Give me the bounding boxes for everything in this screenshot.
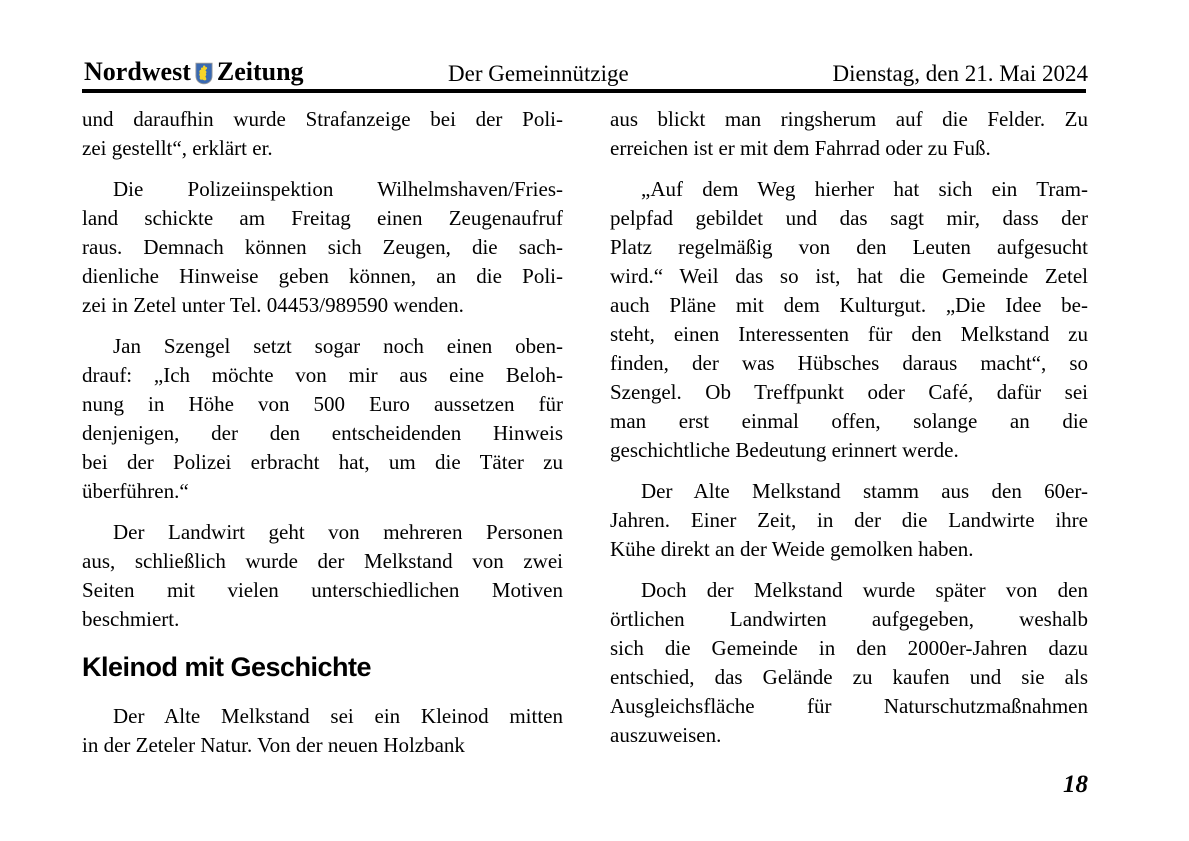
masthead-name-right: Zeitung [216,57,304,86]
text-line: wird.“ Weil das so ist, hat die Gemeinde Zetel [610,264,1088,288]
section-heading: Kleinod mit Geschichte [82,652,372,682]
paragraph [610,564,1088,750]
text-line: aus blickt man ringsherum auf die Felder. Zu [610,107,1088,131]
masthead-name-left: Nordwest [84,57,191,86]
text-line: zei in Zetel unter Tel. 04453/989590 wenden. [82,293,464,317]
text-line: auch Pläne mit dem Kulturgut. „Die Idee be- [610,293,1088,317]
text-line: Der Alte Melkstand stamm aus den 60er- [641,479,1088,503]
text-line: Seiten mit vielen unterschiedlichen Motiven [82,578,563,602]
paragraph [610,465,1088,564]
text-line: Jan Szengel setzt sogar noch einen oben- [113,334,563,358]
text-line: beschmiert. [82,607,180,631]
text-line: drauf: „Ich möchte von mir aus eine Beloh- [82,363,563,387]
text-line: nung in Höhe von 500 Euro aussetzen für [82,392,563,416]
text-line: raus. Demnach können sich Zeugen, die sach- [82,235,563,259]
text-line: steht, einen Interessenten für den Melkstand zu [610,322,1088,346]
text-line: aus, schließlich wurde der Melkstand von zwei [82,549,563,573]
text-line: entschied, das Gelände zu kaufen und sie als [610,665,1088,689]
text-line: Der Landwirt geht von mehreren Personen [113,520,563,544]
text-line: geschichtliche Bedeutung erinnert werde. [610,438,959,462]
text-line: auszuweisen. [610,723,722,747]
text-line: Doch der Melkstand wurde später von den [641,578,1088,602]
page-number: 18 [1063,771,1088,798]
paragraph [82,105,563,163]
text-line: Kühe direkt an der Weide gemolken haben. [610,537,974,561]
paragraph [82,163,563,320]
paragraph [82,690,563,760]
paragraph [82,320,563,506]
text-line: in der Zeteler Natur. Von der neuen Holzbank [82,733,465,757]
article-column-left [82,105,563,760]
header-rule [82,89,1086,93]
text-line: land schickte am Freitag einen Zeugenaufruf [82,206,563,230]
text-line: örtlichen Landwirten aufgegeben, weshalb [610,607,1088,631]
edition-title: Der Gemeinnützige [448,61,629,86]
coat-of-arms-icon [195,62,213,85]
text-line: überführen.“ [82,479,189,503]
text-line: Jahren. Einer Zeit, in der die Landwirte ihre [610,508,1088,532]
text-line: Szengel. Ob Treffpunkt oder Café, dafür sei [610,380,1088,404]
text-line: zei gestellt“, erklärt er. [82,136,273,160]
text-line: Der Alte Melkstand sei ein Kleinod mitten [113,704,563,728]
text-line: Die Polizeiinspektion Wilhelmshaven/Fries- [113,177,563,201]
text-line: und daraufhin wurde Strafanzeige bei der Poli- [82,107,563,131]
text-line: „Auf dem Weg hierher hat sich ein Tram- [641,177,1088,201]
text-line: pelpfad gebildet und das sagt mir, dass der [610,206,1088,230]
text-line: denjenigen, der den entscheidenden Hinweis [82,421,563,445]
paragraph [610,163,1088,465]
text-line: sich die Gemeinde in den 2000er-Jahren dazu [610,636,1088,660]
paragraph [610,105,1088,163]
issue-date: Dienstag, den 21. Mai 2024 [832,61,1088,86]
text-line: dienliche Hinweise geben können, an die Poli- [82,264,563,288]
masthead [84,57,304,87]
text-line: Platz regelmäßig von den Leuten aufgesucht [610,235,1088,259]
paragraph [82,506,563,634]
text-line: Ausgleichsfläche für Naturschutzmaßnahmen [610,694,1088,718]
text-line: man erst einmal offen, solange an die [610,409,1088,433]
article-column-right [610,105,1088,750]
text-line: erreichen ist er mit dem Fahrrad oder zu Fuß. [610,136,991,160]
text-line: bei der Polizei erbracht hat, um die Täter zu [82,450,563,474]
text-line: finden, der was Hübsches daraus macht“, so [610,351,1088,375]
